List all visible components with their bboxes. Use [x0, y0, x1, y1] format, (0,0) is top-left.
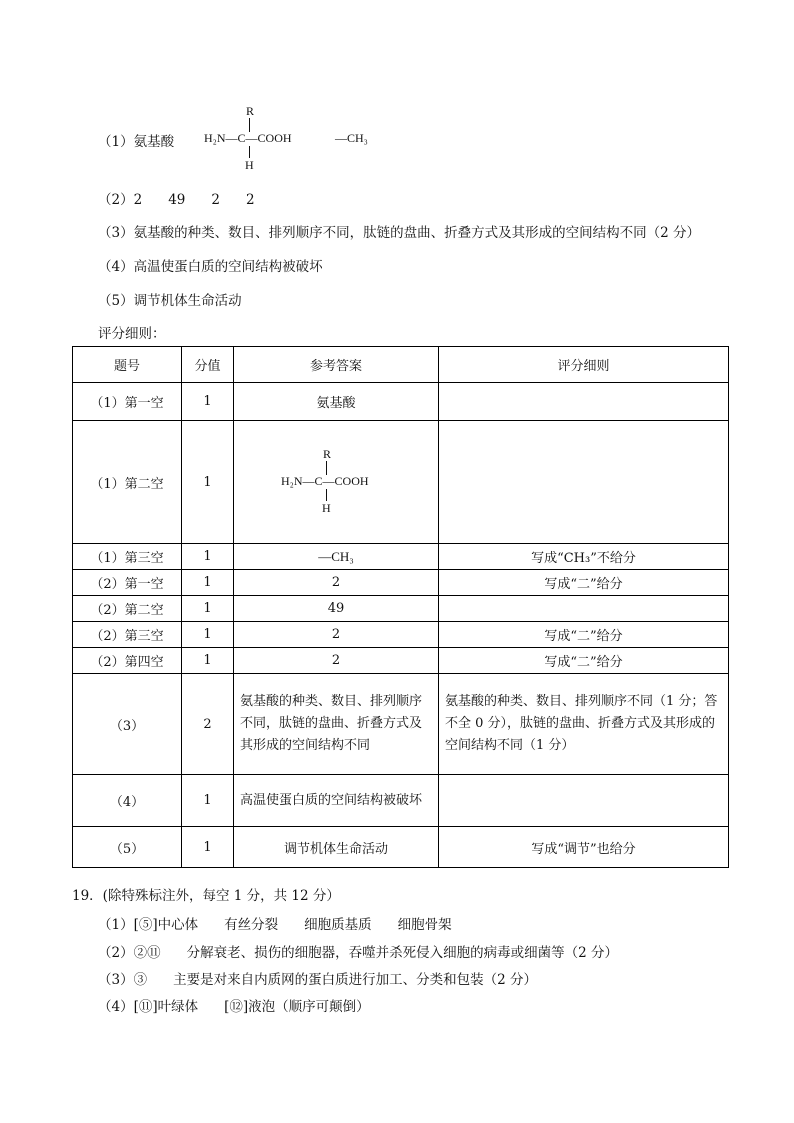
table-formula-top-bond: [326, 461, 327, 475]
cell-rule: 写成“CH₃”不给分: [439, 544, 729, 570]
cell-score: 1: [182, 622, 234, 648]
cell-question: （4）: [73, 775, 182, 827]
cell-question: （1）第一空: [73, 383, 182, 421]
cell-score: 1: [182, 827, 234, 868]
cell-score: 1: [182, 383, 234, 421]
cell-rule: 氨基酸的种类、数目、排列顺序不同（1 分；答不全 0 分），肽链的盘曲、折叠方式及其形成的空间结构不同（1 分）: [439, 674, 729, 775]
cell-rule: [439, 596, 729, 622]
formula-bottom-bond: [249, 146, 250, 158]
formula-top-bond: [249, 118, 250, 132]
cell-answer: 氨基酸: [234, 383, 439, 421]
answer-2-part-1: （2）2: [98, 192, 143, 208]
rubric-title: 评分细则：: [98, 326, 166, 342]
q19-1-part-3: 细胞质基质: [304, 917, 372, 933]
cell-rule: 写成“二”给分: [439, 570, 729, 596]
q19-1-part-2: 有丝分裂: [224, 917, 279, 933]
answer-2-part-2: 49: [168, 192, 186, 208]
amino-acid-formula: [204, 104, 334, 174]
table-row: [73, 570, 729, 596]
answer-1-line: [98, 130, 174, 150]
q19-line-3: [98, 968, 537, 988]
cell-rule: 写成“二”给分: [439, 648, 729, 674]
cell-question: （3）: [73, 674, 182, 775]
cell-rule: 写成“调节”也给分: [439, 827, 729, 868]
q19-1-part-1: （1）[⑤]中心体: [98, 917, 199, 933]
cell-question: （2）第二空: [73, 596, 182, 622]
formula-r: R: [246, 104, 255, 118]
table-formula-h: H: [322, 501, 331, 515]
cell-answer-formula: [234, 421, 439, 544]
cell-answer: 调节机体生命活动: [234, 827, 439, 868]
cell-question: （1）第二空: [73, 421, 182, 544]
table-row: [73, 421, 729, 544]
table-formula-bottom-bond: [326, 489, 327, 501]
cell-question: （2）第一空: [73, 570, 182, 596]
header-score: 分值: [182, 347, 234, 383]
table-row: [73, 544, 729, 570]
table-formula-r: R: [323, 447, 332, 461]
cell-score: 1: [182, 775, 234, 827]
answer-1-ch3: —CH₃: [335, 131, 368, 145]
table-row: [73, 775, 729, 827]
cell-rule: [439, 383, 729, 421]
q19-2-part-2: 分解衰老、损伤的细胞器，吞噬并杀死侵入细胞的病毒或细菌等（2 分）: [186, 945, 618, 961]
q19-1-part-4: 细胞骨架: [397, 917, 452, 933]
table-amino-acid-formula: [281, 447, 391, 517]
q19-3-part-1: （3）③: [98, 972, 148, 988]
formula-main: H₂N—C—COOH: [204, 131, 292, 145]
cell-score: 1: [182, 648, 234, 674]
q19-line-2: [98, 941, 618, 961]
answer-5-line: （5）调节机体生命活动: [98, 293, 242, 309]
header-answer: 参考答案: [234, 347, 439, 383]
q19-2-part-1: （2）②⑪: [98, 945, 161, 961]
answer-3-line: （3）氨基酸的种类、数目、排列顺序不同，肽链的盘曲、折叠方式及其形成的空间结构不同（2 分）: [98, 225, 700, 241]
table-row: [73, 827, 729, 868]
header-question: 题号: [73, 347, 182, 383]
cell-question: （2）第三空: [73, 622, 182, 648]
table-row: [73, 648, 729, 674]
q19-title: 19．(除特殊标注外，每空 1 分，共 12 分）: [72, 888, 340, 904]
q19-line-1: [98, 913, 452, 933]
table-row: [73, 674, 729, 775]
table-formula-main: H₂N—C—COOH: [281, 474, 369, 488]
cell-score: 1: [182, 421, 234, 544]
table-row: [73, 622, 729, 648]
q19-3-part-2: 主要是对来自内质网的蛋白质进行加工、分类和包装（2 分）: [173, 972, 537, 988]
cell-score: 1: [182, 544, 234, 570]
q19-4-part-1: （4）[⑪]叶绿体: [98, 999, 199, 1015]
answer-4-line: （4）高温使蛋白质的空间结构被破坏: [98, 259, 323, 275]
cell-question: （2）第四空: [73, 648, 182, 674]
q19-line-4: [98, 995, 370, 1015]
q19-4-part-2: [⑫]液泡（顺序可颠倒）: [224, 999, 370, 1015]
cell-answer: 49: [234, 596, 439, 622]
answer-2-part-4: 2: [245, 192, 255, 208]
table-header-row: [73, 347, 729, 383]
answer-1-label: （1）氨基酸: [98, 134, 175, 150]
cell-rule: [439, 421, 729, 544]
cell-answer: 2: [234, 648, 439, 674]
formula-h: H: [245, 158, 254, 172]
cell-question: （5）: [73, 827, 182, 868]
cell-question: （1）第三空: [73, 544, 182, 570]
cell-answer: 2: [234, 622, 439, 648]
cell-answer: 2: [234, 570, 439, 596]
cell-rule: 写成“二”给分: [439, 622, 729, 648]
header-rule: 评分细则: [439, 347, 729, 383]
cell-answer: 氨基酸的种类、数目、排列顺序不同，肽链的盘曲、折叠方式及其形成的空间结构不同: [234, 674, 439, 775]
scoring-table: [72, 346, 729, 868]
table-row: [73, 383, 729, 421]
cell-answer: —CH₃: [234, 544, 439, 570]
answer-2-part-3: 2: [211, 192, 220, 208]
cell-rule: [439, 775, 729, 827]
table-row: [73, 596, 729, 622]
answer-2-line: [98, 188, 255, 208]
cell-answer: 高温使蛋白质的空间结构被破坏: [234, 775, 439, 827]
cell-score: 1: [182, 570, 234, 596]
cell-score: 1: [182, 596, 234, 622]
cell-score: 2: [182, 674, 234, 775]
